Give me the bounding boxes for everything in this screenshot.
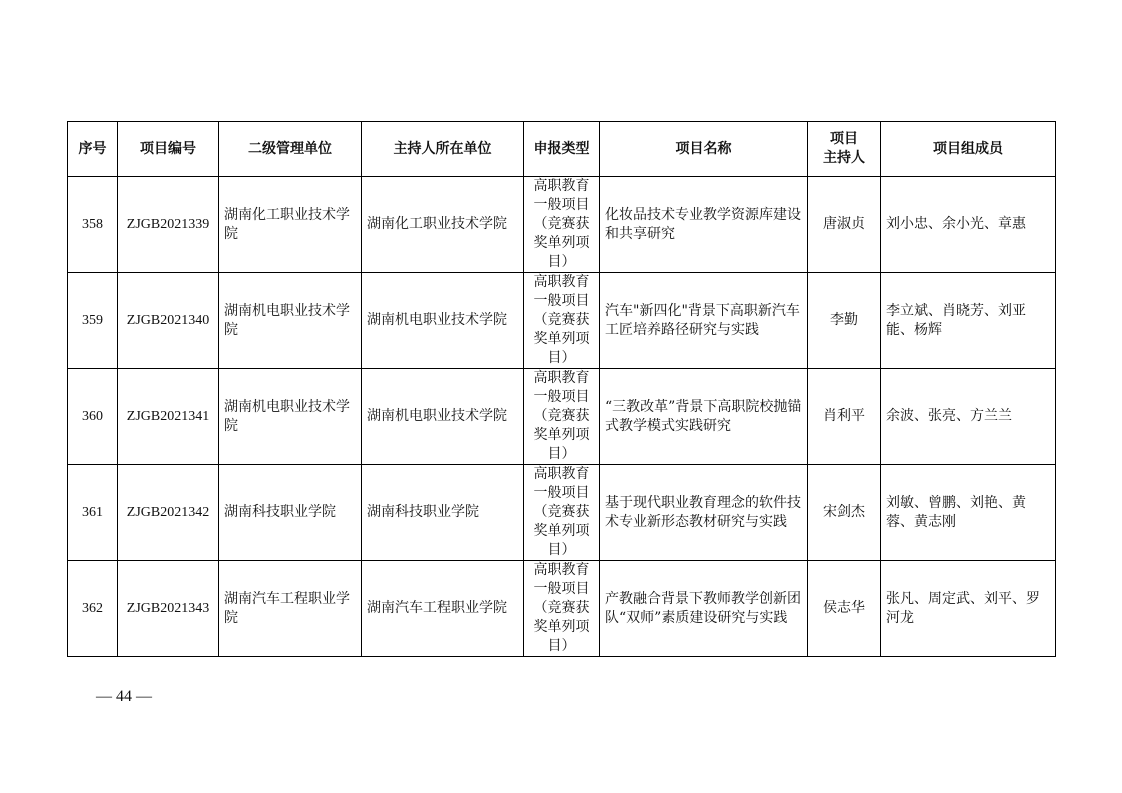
- cell-leader: 唐淑贞: [808, 177, 881, 273]
- header-unit: 二级管理单位: [219, 122, 362, 177]
- table-header-row: [68, 122, 1056, 177]
- cell-project-name: 基于现代职业教育理念的软件技术专业新形态教材研究与实践: [600, 465, 808, 561]
- table-row: [68, 369, 1056, 465]
- header-type: 申报类型: [524, 122, 600, 177]
- project-table: [67, 121, 1056, 657]
- cell-code: ZJGB2021339: [118, 177, 219, 273]
- page-number: — 44 —: [96, 688, 152, 705]
- cell-unit: 湖南汽车工程职业学院: [219, 561, 362, 657]
- cell-code: ZJGB2021343: [118, 561, 219, 657]
- cell-type: 高职教育一般项目（竞赛获奖单列项目）: [524, 273, 600, 369]
- cell-no: 359: [68, 273, 118, 369]
- header-code: 项目编号: [118, 122, 219, 177]
- cell-leader: 李勤: [808, 273, 881, 369]
- header-host-unit: 主持人所在单位: [362, 122, 524, 177]
- cell-type: 高职教育一般项目（竞赛获奖单列项目）: [524, 369, 600, 465]
- cell-unit: 湖南化工职业技术学院: [219, 177, 362, 273]
- cell-leader: 宋剑杰: [808, 465, 881, 561]
- cell-host-unit: 湖南机电职业技术学院: [362, 369, 524, 465]
- cell-members: 刘敏、曾鹏、刘艳、黄蓉、黄志刚: [881, 465, 1056, 561]
- cell-leader: 肖利平: [808, 369, 881, 465]
- cell-unit: 湖南机电职业技术学院: [219, 369, 362, 465]
- cell-type: 高职教育一般项目（竞赛获奖单列项目）: [524, 561, 600, 657]
- cell-project-name: 化妆品技术专业教学资源库建设和共享研究: [600, 177, 808, 273]
- cell-project-name: “三教改革”背景下高职院校抛锚式教学模式实践研究: [600, 369, 808, 465]
- cell-host-unit: 湖南化工职业技术学院: [362, 177, 524, 273]
- cell-no: 361: [68, 465, 118, 561]
- table-row: [68, 465, 1056, 561]
- cell-code: ZJGB2021341: [118, 369, 219, 465]
- cell-host-unit: 湖南机电职业技术学院: [362, 273, 524, 369]
- cell-no: 360: [68, 369, 118, 465]
- table-row: [68, 561, 1056, 657]
- cell-code: ZJGB2021340: [118, 273, 219, 369]
- cell-type: 高职教育一般项目（竞赛获奖单列项目）: [524, 465, 600, 561]
- table-row: [68, 177, 1056, 273]
- cell-unit: 湖南机电职业技术学院: [219, 273, 362, 369]
- cell-members: 余波、张亮、方兰兰: [881, 369, 1056, 465]
- cell-unit: 湖南科技职业学院: [219, 465, 362, 561]
- cell-project-name: 产教融合背景下教师教学创新团队“双师”素质建设研究与实践: [600, 561, 808, 657]
- header-name: 项目名称: [600, 122, 808, 177]
- cell-members: 李立斌、肖晓芳、刘亚能、杨辉: [881, 273, 1056, 369]
- header-members: 项目组成员: [881, 122, 1056, 177]
- cell-no: 362: [68, 561, 118, 657]
- cell-no: 358: [68, 177, 118, 273]
- cell-leader: 侯志华: [808, 561, 881, 657]
- cell-members: 张凡、周定武、刘平、罗河龙: [881, 561, 1056, 657]
- cell-members: 刘小忠、余小光、章惠: [881, 177, 1056, 273]
- cell-code: ZJGB2021342: [118, 465, 219, 561]
- table-row: [68, 273, 1056, 369]
- cell-host-unit: 湖南汽车工程职业学院: [362, 561, 524, 657]
- cell-host-unit: 湖南科技职业学院: [362, 465, 524, 561]
- header-no: 序号: [68, 122, 118, 177]
- cell-type: 高职教育一般项目（竞赛获奖单列项目）: [524, 177, 600, 273]
- cell-project-name: 汽车"新四化"背景下高职新汽车工匠培养路径研究与实践: [600, 273, 808, 369]
- header-leader: 项目 主持人: [808, 122, 881, 177]
